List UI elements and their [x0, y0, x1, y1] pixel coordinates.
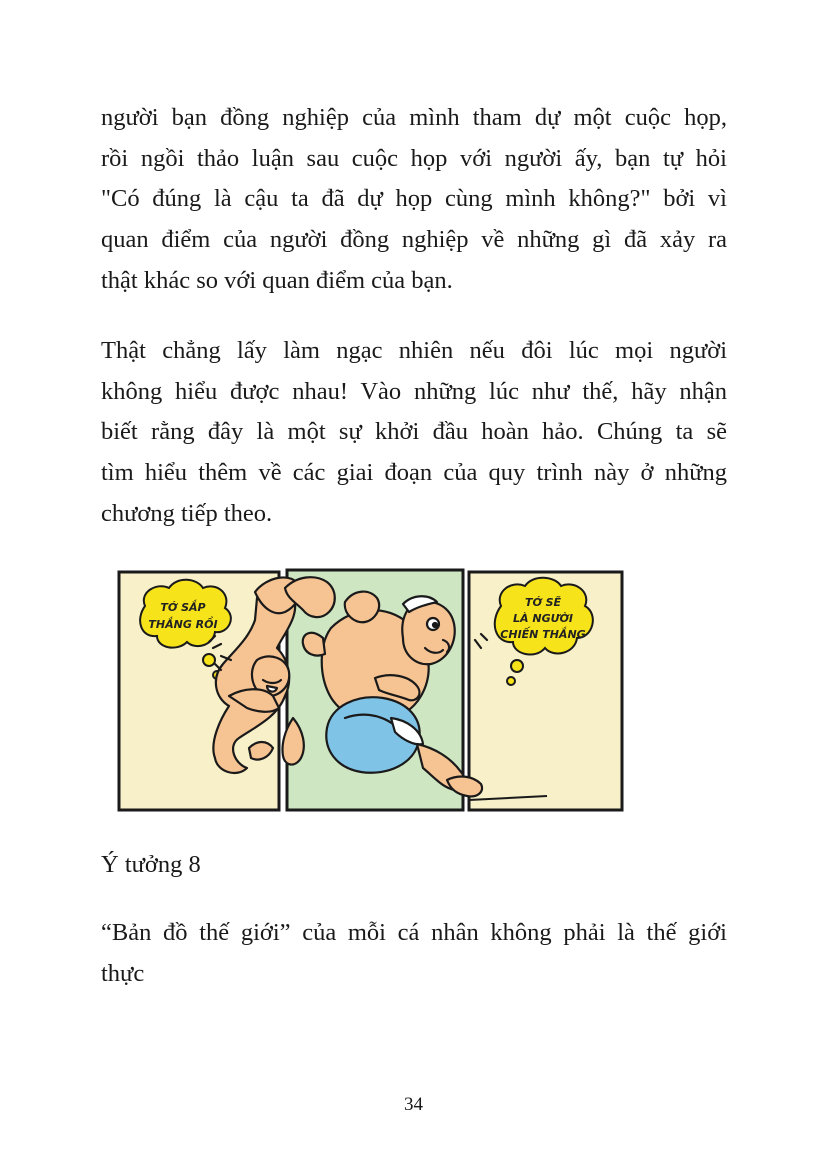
body-paragraph-2 [101, 331, 727, 535]
comic-illustration [117, 568, 625, 813]
right-bubble-line-1: TỚ SẼ [524, 596, 562, 609]
right-bubble-line-2: LÀ NGƯỜI [513, 612, 573, 625]
section-heading: Ý tưởng 8 [101, 851, 201, 878]
text-line: quan điểm của người đồng nghiệp về những gì đã xảy ra [101, 226, 727, 254]
text-line: “Bản đồ thế giới” của mỗi cá nhân không phải là thế giới [101, 919, 727, 946]
text-line: biết rằng đây là một sự khởi đầu hoàn hảo. Chúng ta sẽ [101, 418, 727, 446]
left-bubble-line-1: TỚ SẮP [160, 601, 206, 614]
left-bubble-line-2: THẮNG RỒI [148, 618, 218, 631]
text-line: thực [101, 959, 145, 987]
body-paragraph-3 [101, 913, 727, 994]
page-number: 34 [404, 1094, 423, 1115]
text-line: rồi ngồi thảo luận sau cuộc họp với người ấy, bạn tự hỏi [101, 144, 727, 172]
text-line: tìm hiểu thêm về các giai đoạn của quy trình này ở những [101, 459, 727, 487]
text-line: người bạn đồng nghiệp của mình tham dự một cuộc họp, [101, 104, 727, 131]
text-line: không hiểu được nhau! Vào những lúc như thế, hãy nhận [101, 377, 727, 405]
text-line: thật khác so với quan điểm của bạn. [101, 266, 453, 294]
text-line: "Có đúng là cậu ta đã dự họp cùng mình không?" bởi vì [101, 185, 727, 213]
text-line: chương tiếp theo. [101, 499, 273, 527]
text-line: Thật chẳng lấy làm ngạc nhiên nếu đôi lúc mọi người [101, 337, 727, 364]
right-bubble-line-3: CHIẾN THẮNG [500, 628, 586, 641]
body-paragraph-1 [101, 98, 727, 302]
